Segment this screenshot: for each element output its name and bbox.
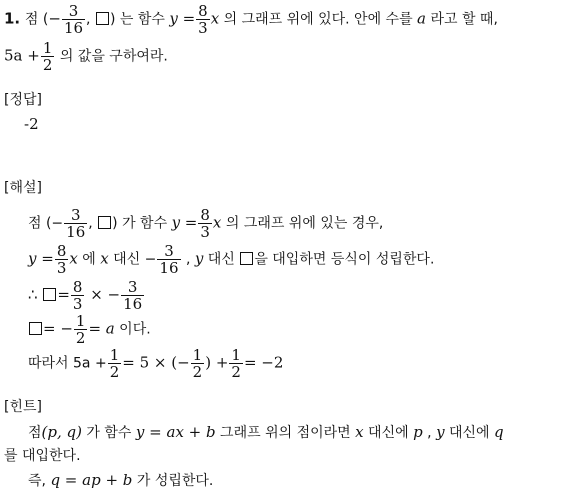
blank-box-icon [240, 252, 253, 265]
solution-line-2: y = $\frac{8}{3}$ x 에 x 대신 − $\frac{3}{16}$ , y 대신 을 대입하면 등식이 성립한다. [28, 242, 435, 277]
hint-header: [힌트] [4, 399, 42, 415]
solution-header: [해설] [4, 180, 42, 196]
problem-line-2: 5a + $\frac{1}{2}$ 의 값을 구하여라. [4, 39, 168, 74]
blank-box-icon [98, 216, 111, 229]
fraction: $\frac{1}{2}$ [109, 346, 120, 381]
fraction: $\frac{3}{16}$ [159, 242, 179, 277]
fraction: $\frac{1}{2}$ [42, 39, 53, 74]
solution-line-5: 따라서 5a + $\frac{1}{2}$ = 5 × (− $\frac{1}{2}$ ) + $\frac{1}{2}$ = −2 [28, 346, 284, 381]
fraction: $\frac{3}{16}$ [66, 206, 86, 241]
fraction: $\frac{8}{3}$ [56, 242, 67, 277]
solution-line-4: = − $\frac{1}{2}$ = a 이다. [28, 313, 151, 346]
problem-line-1: 1. 점 (− $\frac{3}{16}$ , ) 는 함수 y = $\frac{8}{3}$ x 의 그래프 위에 있다. 안에 수를 a 라고 할 때, [4, 2, 498, 37]
fraction: $\frac{8}{3}$ [200, 206, 210, 241]
fraction: $\frac{3}{16}$ [63, 2, 84, 37]
problem-number: 1. [4, 9, 21, 28]
answer-header: [정답] [4, 92, 42, 108]
solution-line-3: ∴ = $\frac{8}{3}$ × − $\frac{3}{16}$ [28, 278, 143, 313]
fraction: $\frac{8}{3}$ [72, 278, 83, 313]
hint-line-3: 즉, q = ap + b 가 성립한다. [28, 471, 214, 489]
blank-box-icon [29, 322, 42, 335]
solution-line-1: 점 (− $\frac{3}{16}$ , ) 가 함수 y = $\frac{8}{3}$ x 의 그래프 위에 있는 경우, [28, 206, 384, 241]
hint-line-1: 점(p, q) 가 함수 y = ax + b 그래프 위의 점이라면 x 대신에 p , y 대신에 q [28, 423, 504, 441]
fraction: $\frac{1}{2}$ [75, 312, 86, 347]
fraction: $\frac{1}{2}$ [231, 346, 241, 381]
hint-line-2: 를 대입한다. [4, 448, 81, 464]
blank-box-icon [96, 12, 109, 25]
fraction: $\frac{1}{2}$ [192, 346, 203, 381]
fraction: $\frac{8}{3}$ [198, 2, 208, 37]
answer-value: -2 [24, 115, 39, 133]
fraction: $\frac{3}{16}$ [123, 278, 143, 313]
blank-box-icon [43, 288, 56, 301]
